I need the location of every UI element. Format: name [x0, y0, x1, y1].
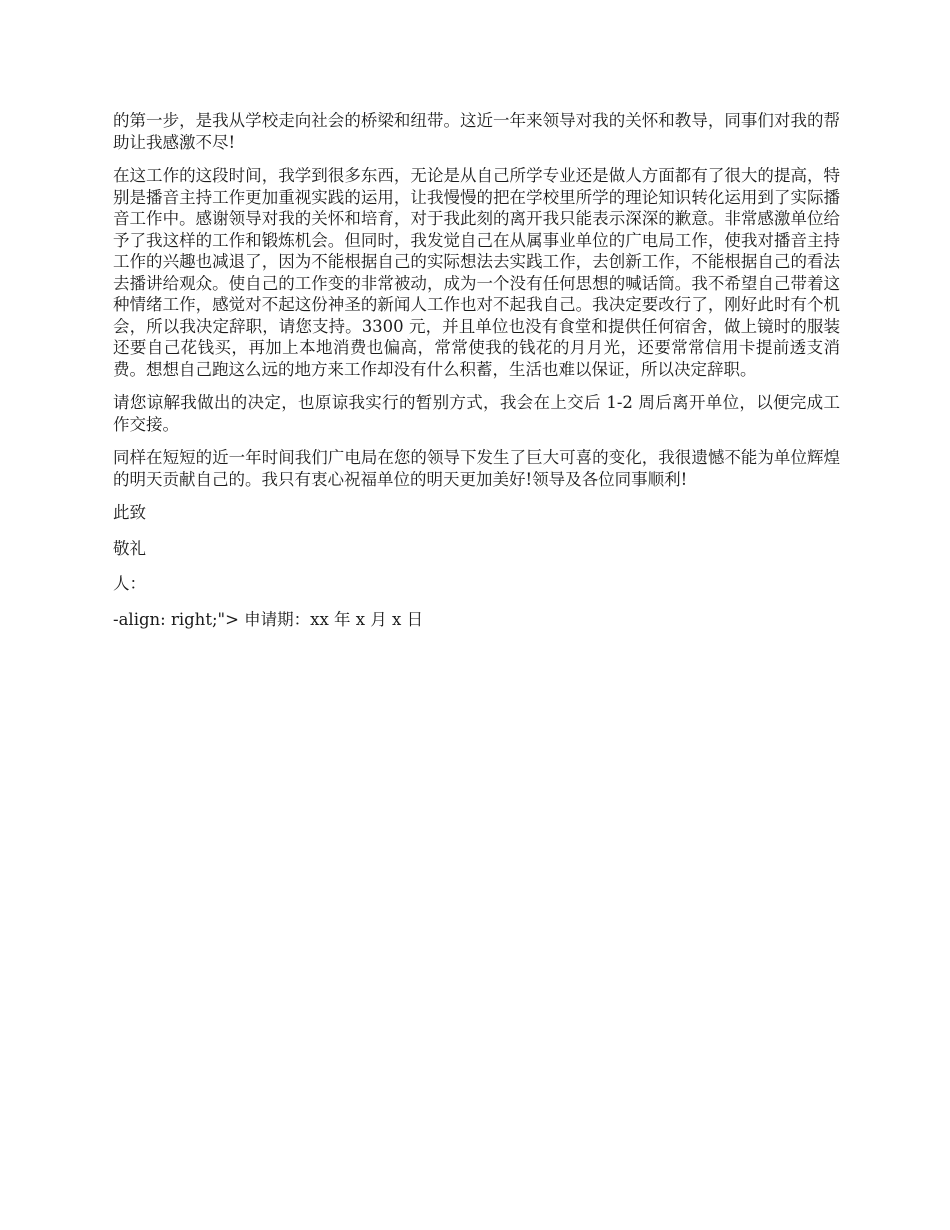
paragraph-farewell: 同样在短短的近一年时间我们广电局在您的领导下发生了巨大可喜的变化，我很遗憾不能为单位辉煌的明天贡献自己的。我只有衷心祝福单位的明天更加美好!领导及各位同事顺利! — [113, 448, 840, 489]
closing-salutation: 此致 — [113, 503, 146, 522]
paragraph-request: 请您谅解我做出的决定，也原谅我实行的暂别方式，我会在上交后 1-2 周后离开单位，以便完成工作交接。 — [113, 393, 840, 434]
closing-regards: 敬礼 — [113, 538, 146, 558]
paragraph-main: 在这工作的这段时间，我学到很多东西，无论是从自己所学专业还是做人方面都有了很大的提高，特别是播音主持工作更加重视实践的运用，让我慢慢的把在学校里所学的理论知识转化运用到了实际播音工作中。感谢领导对我的关怀和培育，对于我此刻的离开我只能表示深深的歉意。非常感激单位给予了我这样的工作和锻炼机会。但同时，我发觉自己在从属事业单位的广电局工作，使我对播音主持工作的兴趣也减退了，因为不能根据自己的实际想法去实践工作，去创新工作，不能根据自己的看法去播讲给观众。使自己的工作变的非常被动，成为一个没有任何思想的喊话筒。我不希望自己带着这种情绪工作，感觉对不起这份神圣的新闻人工作也对不起我自己。我决定要改行了，刚好此时有个机会，所以我决定辞职，请您支持。3300 元，并且单位也没有食堂和提供任何宿舍，做上镜时的服装还要自己花钱买，再加上本地消费也偏高，常常使我的钱花的月月光，还要常常信用卡提前透支消费。想想自己跑这么远的地方来工作却没有什么积蓄，生活也难以保证，所以决定辞职。 — [113, 166, 840, 379]
signature-line: 人： — [113, 574, 146, 593]
document-body — [113, 110, 840, 644]
date-line: -align: right;"> 申请期：xx 年 x 月 x 日 — [113, 609, 424, 629]
paragraph-intro: 的第一步，是我从学校走向社会的桥梁和纽带。这近一年来领导对我的关怀和教导，同事们对我的帮助让我感激不尽! — [113, 111, 840, 152]
